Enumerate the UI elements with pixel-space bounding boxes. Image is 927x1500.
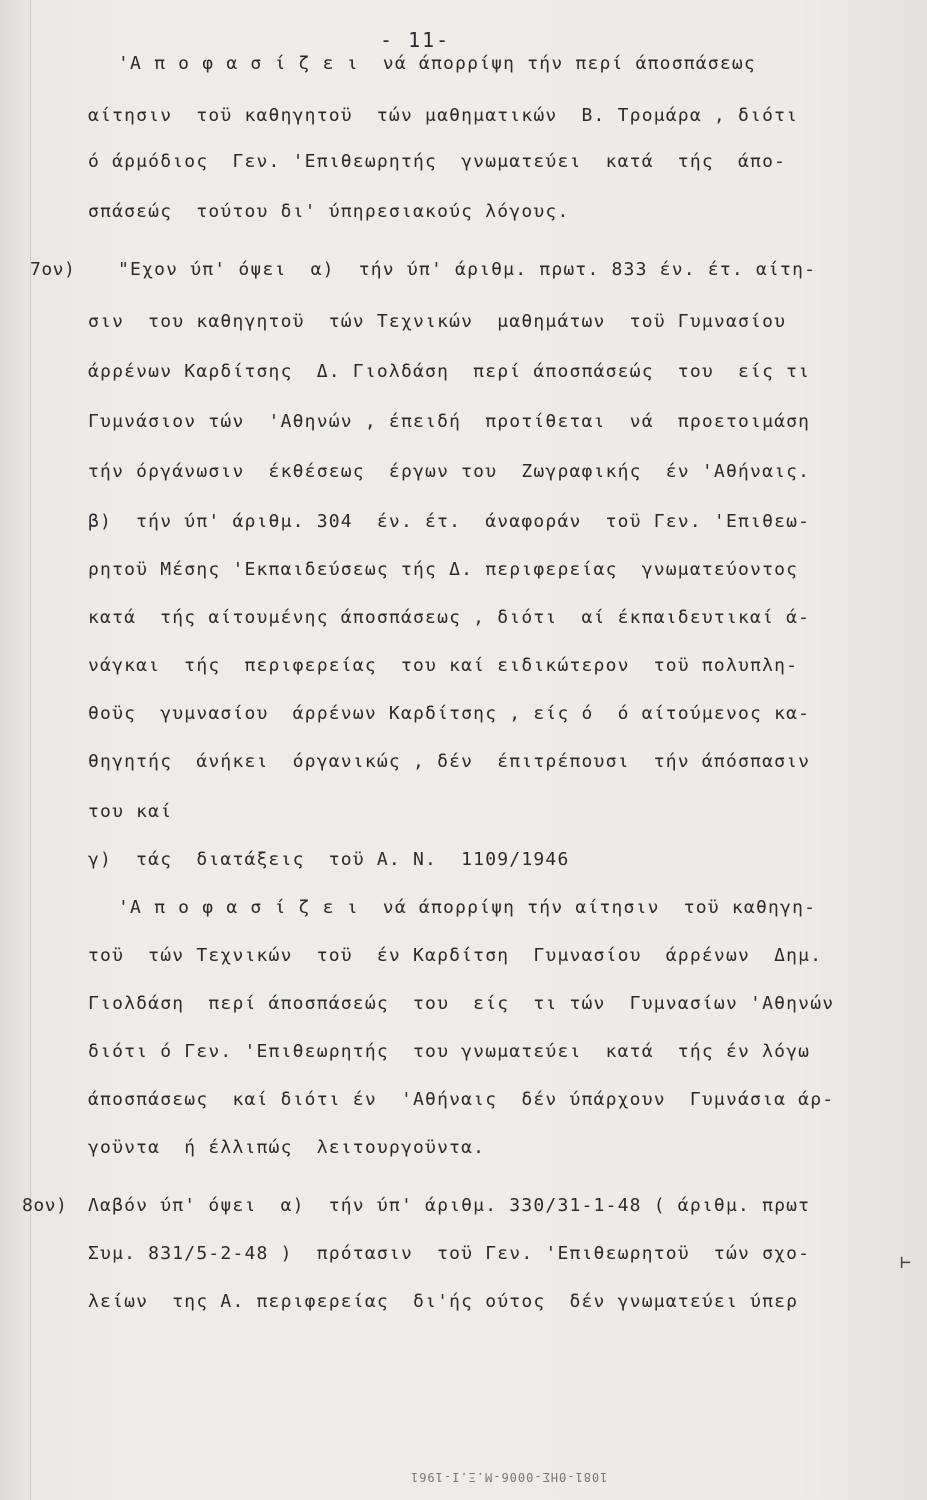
text-line: Λαβόν ύπ' όψει α) τήν ύπ' άριθμ. 330/31-1-48 ( άριθμ. πρωτ bbox=[88, 1195, 811, 1216]
text-line: ρητοϋ Μέσης 'Εκπαιδεύσεως τής Δ. περιφερείας γνωματεύοντος bbox=[88, 559, 799, 580]
text-line: γοϋντα ή έλλιπώς λειτουργοϋντα. bbox=[88, 1137, 486, 1158]
item-number: 8ον) bbox=[22, 1195, 68, 1216]
text-line: 'Α π ο φ α σ ί ζ ε ι νά άπορρίψη τήν περί άποσπάσεως bbox=[118, 53, 756, 74]
text-line: Συμ. 831/5-2-48 ) πρότασιν τοϋ Γεν. 'Επιθεωρητοϋ τών σχο- bbox=[88, 1243, 811, 1264]
text-line: αίτησιν τοϋ καθηγητοϋ τών μαθηματικών Β. Τρομάρα , διότι bbox=[88, 105, 799, 126]
margin-shadow bbox=[30, 0, 31, 1500]
text-line: θηγητής άνήκει όργανικώς , δέν έπιτρέπουσι τήν άπόσπασιν bbox=[88, 751, 811, 772]
text-line: "Εχον ύπ' όψει α) τήν ύπ' άριθμ. πρωτ. 833 έν. έτ. αίτη- bbox=[118, 259, 817, 280]
text-line: ό άρμόδιος Γεν. 'Επιθεωρητής γνωματεύει κατά τής άπο- bbox=[88, 151, 787, 172]
text-line: σιν του καθηγητοϋ τών Τεχνικών μαθημάτων τοϋ Γυμνασίου bbox=[88, 311, 787, 332]
edge-mark: ⊢ bbox=[900, 1252, 911, 1273]
text-line: του καί bbox=[88, 801, 173, 822]
item-number: 7ον) bbox=[30, 259, 76, 280]
text-line: λείων της Α. περιφερείας δι'ής ούτος δέν γνωματεύει ύπερ bbox=[88, 1291, 799, 1312]
text-line: γ) τάς διατάξεις τοϋ Α. Ν. 1109/1946 bbox=[88, 849, 570, 870]
footer-imprint: 1081-ΘΗΣ-0006-Μ.Ξ.Ι-1961 bbox=[410, 1470, 608, 1484]
text-line: θοϋς γυμνασίου άρρένων Καρδίτσης , είς ό ό αίτούμενος κα- bbox=[88, 703, 811, 724]
text-line: Γυμνάσιον τών 'Αθηνών , έπειδή προτίθεται νά προετοιμάση bbox=[88, 411, 811, 432]
text-line: άποσπάσεως καί διότι έν 'Αθήναις δέν ύπάρχουν Γυμνάσια άρ- bbox=[88, 1089, 835, 1110]
text-line: τοϋ τών Τεχνικών τοϋ έν Καρδίτση Γυμνασίου άρρένων Δημ. bbox=[88, 945, 823, 966]
text-line: Γιολδάση περί άποσπάσεώς του είς τι τών Γυμνασίων 'Αθηνών bbox=[88, 993, 835, 1014]
text-line: νάγκαι τής περιφερείας του καί ειδικώτερον τοϋ πολυπλη- bbox=[88, 655, 799, 676]
text-line: 'Α π ο φ α σ ί ζ ε ι νά άπορρίψη τήν αίτησιν τοϋ καθηγη- bbox=[118, 897, 817, 918]
text-line: σπάσεώς τούτου δι' ύπηρεσιακούς λόγους. bbox=[88, 201, 570, 222]
text-line: κατά τής αίτουμένης άποσπάσεως , διότι αί έκπαιδευτικαί ά- bbox=[88, 607, 811, 628]
page-number: - 11- bbox=[380, 28, 451, 52]
text-line: τήν όργάνωσιν έκθέσεως έργων του Ζωγραφικής έν 'Αθήναις. bbox=[88, 461, 811, 482]
text-line: β) τήν ύπ' άριθμ. 304 έν. έτ. άναφοράν τοϋ Γεν. 'Επιθεω- bbox=[88, 511, 811, 532]
text-line: διότι ό Γεν. 'Επιθεωρητής του γνωματεύει κατά τής έν λόγω bbox=[88, 1041, 811, 1062]
text-line: άρρένων Καρδίτσης Δ. Γιολδάση περί άποσπάσεώς του είς τι bbox=[88, 361, 811, 382]
